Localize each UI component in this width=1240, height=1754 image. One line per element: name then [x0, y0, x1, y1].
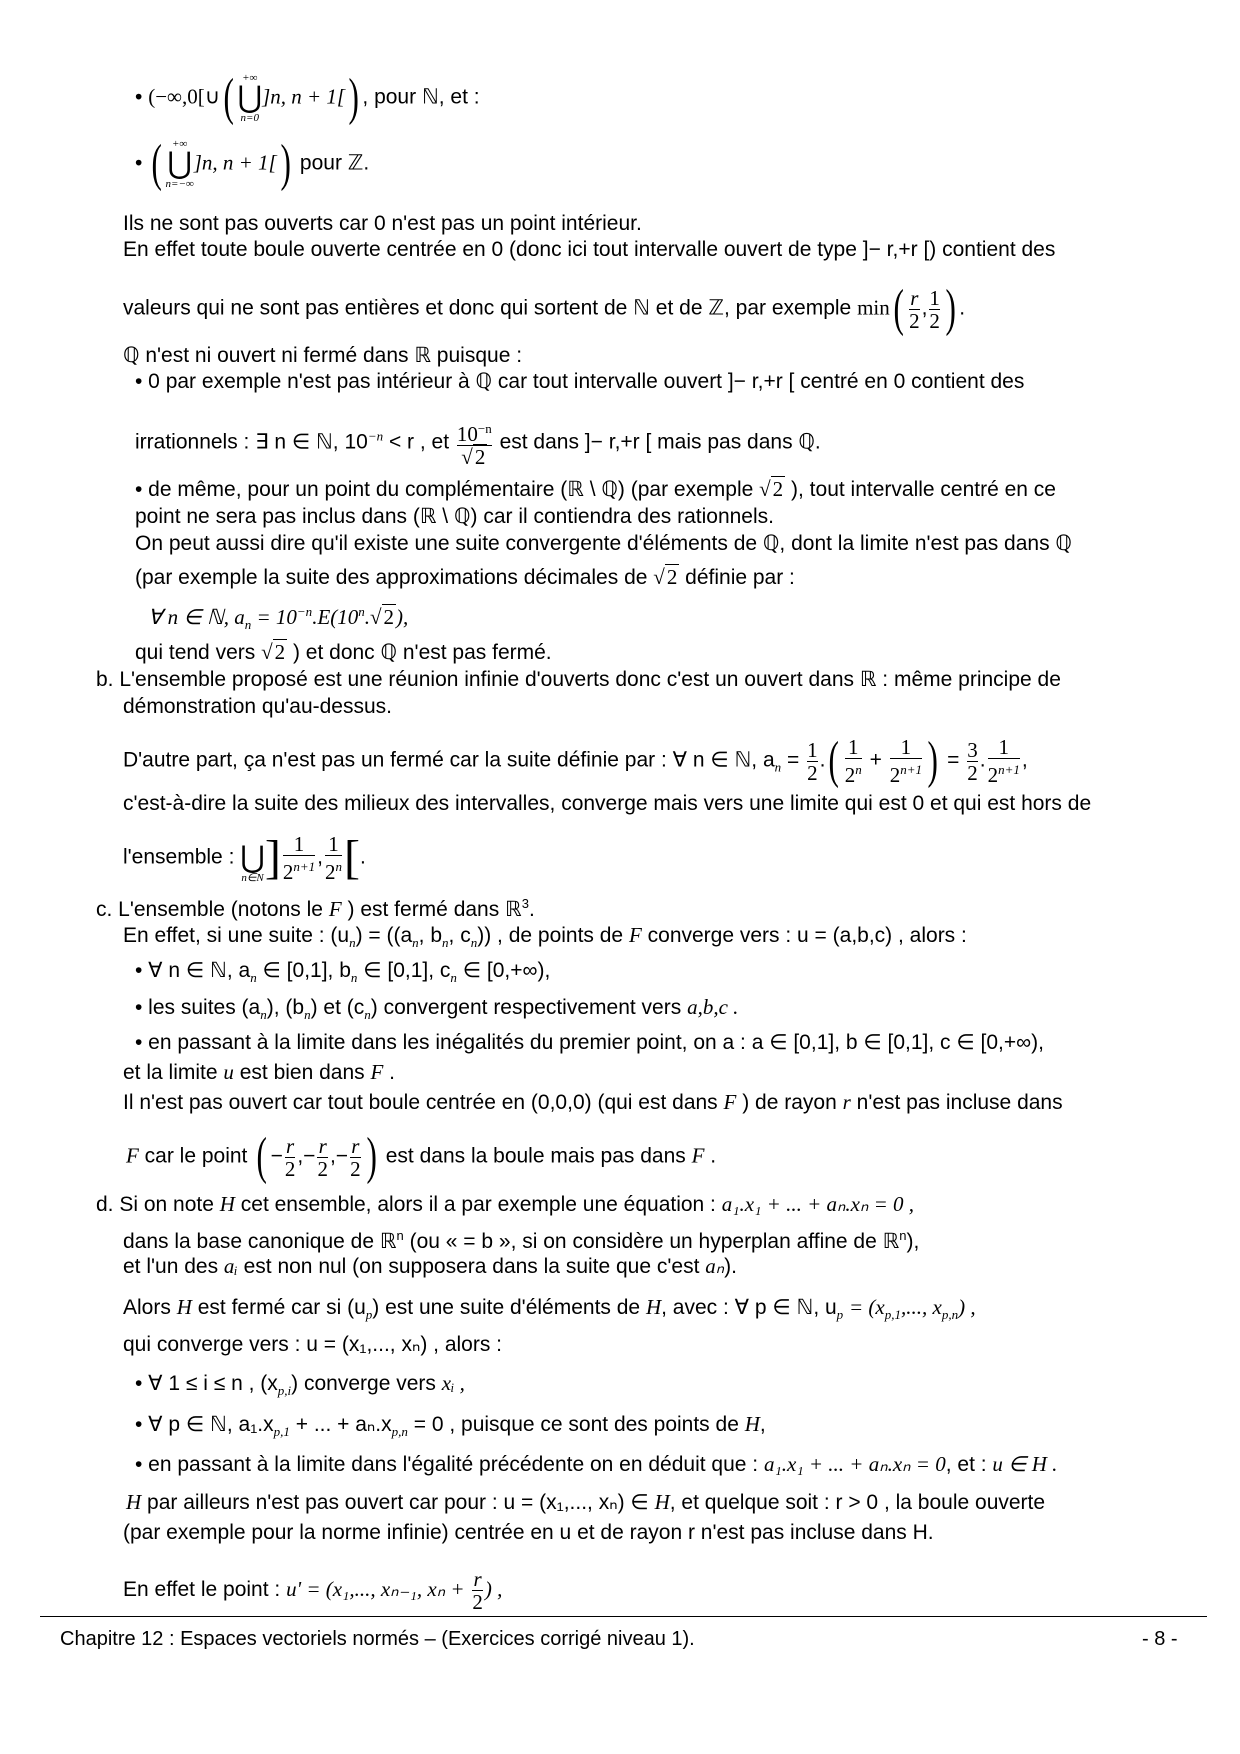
fraction: $\frac{1}{2}$: [929, 285, 940, 333]
text-line: H par ailleurs n'est pas ouvert car pour : u = (x₁,..., xₙ) ∈ H, et quelque soit : r > 0 , la boule ouverte: [126, 1490, 1046, 1514]
text-line: • ∀ p ∈ ℕ, $a_1.x_{p,1}$ + ... + $a_n.x_{p,n} = 0$ , puisque ce sont des points de H,: [135, 1412, 766, 1440]
footer-rule: [40, 1616, 1207, 1617]
text-line: c'est-à-dire la suite des milieux des intervalles, converge mais vers une limite qui est 0 et qui est hors de: [123, 792, 1092, 815]
text-line: qui converge vers : u = (x₁,..., xₙ) , alors :: [123, 1333, 503, 1356]
text-line: • les suites $(a_n)$, $(b_n)$ et $(c_n)$ convergent respectivement vers a,b,c .: [135, 995, 739, 1023]
text-line: Ils ne sont pas ouverts car 0 n'est pas un point intérieur.: [123, 212, 642, 235]
text-line: qui tend vers √2 ) et donc ℚ n'est pas fermé.: [135, 640, 552, 664]
fraction: $\frac{r}{2}$: [909, 285, 920, 333]
text-line: Alors H est fermé car si $(u_p)$ est une suite d'éléments de H, avec : ∀ p ∈ ℕ, $u_p = (x_{p,1}$,..., $x_{p,n}$) ,: [123, 1295, 976, 1323]
text-line: démonstration qu'au-dessus.: [123, 695, 393, 718]
footer-title: Chapitre 12 : Espaces vectoriels normés – (Exercices corrigé niveau 1).: [60, 1628, 695, 1650]
text-line: et l'un des aᵢ est non nul (on supposera dans la suite que c'est aₙ).: [123, 1254, 737, 1278]
section-c-line: c. L'ensemble (notons le F ) est fermé dans ℝ$^3$.: [96, 896, 535, 921]
text-line-ensemble: l'ensemble : ⋃ n∈N ] $\frac{1}{2^{n+1}}$ , $\frac{1}{2^n}$ [.: [123, 831, 366, 884]
text-line: (par exemple la suite des approximations décimales de √2 définie par :: [135, 565, 795, 589]
text-line-point-u: En effet le point : u' = (x₁,..., xₙ₋₁, xₙ + $\frac{r}{2}$ ) ,: [123, 1567, 503, 1614]
page-number: - 8 -: [1142, 1628, 1178, 1650]
text-line: point ne sera pas inclus dans (ℝ \ ℚ) car il contiendra des rationnels.: [135, 505, 774, 528]
union-symbol: +∞ ⋃ n=−∞: [165, 138, 194, 190]
text-line-point: F car le point ( − $\frac{r}{2}$ ,− $\frac{r}{2}$ ,− $\frac{r}{2}$ ) est dans la boule mais pas dans F .: [126, 1128, 717, 1185]
text-line-min: valeurs qui ne sont pas entières et donc qui sortent de ℕ et de ℤ, par exemple min( $\frac{r}{2}$ , $\frac{1}{2}$ ) .: [123, 280, 966, 337]
text-line: En effet toute boule ouverte centrée en 0 (donc ici tout intervalle ouvert de type ]− r,+r [) contient des: [123, 238, 1056, 261]
text-line: En effet, si une suite : $(u_n) = ((a_n$, $b_n$, $c_n$)) , de points de F converge vers : u = (a,b,c) , alors :: [123, 923, 967, 951]
text-line: ℚ n'est ni ouvert ni fermé dans ℝ puisque :: [123, 344, 523, 367]
equation-an: ∀ n ∈ ℕ, $a_n = 10^{-n}.E(10^n.√2)$,: [148, 604, 409, 633]
text-line: et la limite u est bien dans F .: [123, 1060, 396, 1084]
fraction: $\frac{10^{-n}}{√2}$: [456, 421, 492, 469]
left-paren: (: [223, 69, 234, 126]
text-line: • en passant à la limite dans l'égalité précédente on en déduit que : a₁.x₁ + ... + aₙ.xₙ = 0, et : u ∈ H .: [135, 1452, 1058, 1476]
sqrt: √2: [759, 477, 784, 501]
section-d-line: d. Si on note H cet ensemble, alors il a par exemple une équation : a₁.x₁ + ... + aₙ.xₙ = 0 ,: [96, 1192, 914, 1216]
text-line: dans la base canonique de ℝ$^n$ (ou « = b », si on considère un hyperplan affine de ℝ$^n$),: [123, 1228, 920, 1253]
equation-b-an: D'autre part, ça n'est pas un fermé car la suite définie par : ∀ n ∈ ℕ, $a_n$ = $\frac{1}{2}$ .( $\frac{1}{2^n}$ + $\frac{1}{2^{n+1}}$ ) = $\frac{3}{2}$ . $\frac{1}{2^{n+1}}$ ,: [123, 732, 1028, 789]
text-line-irrationnels: irrationnels : ∃ n ∈ ℕ, $10^{-n} < r$ , et $\frac{10^{-n}}{√2}$ est dans ]− r,+r [ mais pas dans ℚ.: [135, 418, 821, 468]
sqrt: √2: [261, 640, 286, 664]
section-b-line: b. L'ensemble proposé est une réunion infinie d'ouverts donc c'est un ouvert dans ℝ : même principe de: [96, 668, 1061, 691]
bullet-union-n: • (−∞,0[∪( +∞ ⋃ n=0 ]n, n + 1[) , pour ℕ, et :: [135, 69, 480, 126]
text-line: (par exemple pour la norme infinie) centrée en u et de rayon r n'est pas incluse dans H.: [123, 1521, 934, 1544]
text-line: • ∀ n ∈ ℕ, $a_n$ ∈ [0,1], $b_n$ ∈ [0,1], $c_n$ ∈ [0,+∞),: [135, 959, 551, 986]
text-line: • 0 par exemple n'est pas intérieur à ℚ car tout intervalle ouvert ]− r,+r [ centré en 0 contient des: [135, 370, 1025, 393]
text-line: • ∀ 1 ≤ i ≤ n , $(x_{p,i})$ converge vers xᵢ ,: [135, 1371, 465, 1399]
bullet-union-z: • ( +∞ ⋃ n=−∞ ]n, n + 1[) pour ℤ.: [135, 135, 370, 192]
union-symbol: +∞ ⋃ n=0: [237, 72, 263, 124]
text-line: • en passant à la limite dans les inégalités du premier point, on a : a ∈ [0,1], b ∈ [0,1], c ∈ [0,+∞),: [135, 1031, 1044, 1054]
text-line: • de même, pour un point du complémentaire (ℝ \ ℚ) (par exemple √2 ), tout intervalle centré en ce: [135, 477, 1056, 501]
sqrt: √2: [653, 565, 678, 589]
text-line: Il n'est pas ouvert car tout boule centrée en (0,0,0) (qui est dans F ) de rayon r n'est pas incluse dans: [123, 1090, 1063, 1114]
text-line: On peut aussi dire qu'il existe une suite convergente d'éléments de ℚ, dont la limite n'est pas dans ℚ: [135, 532, 1072, 555]
